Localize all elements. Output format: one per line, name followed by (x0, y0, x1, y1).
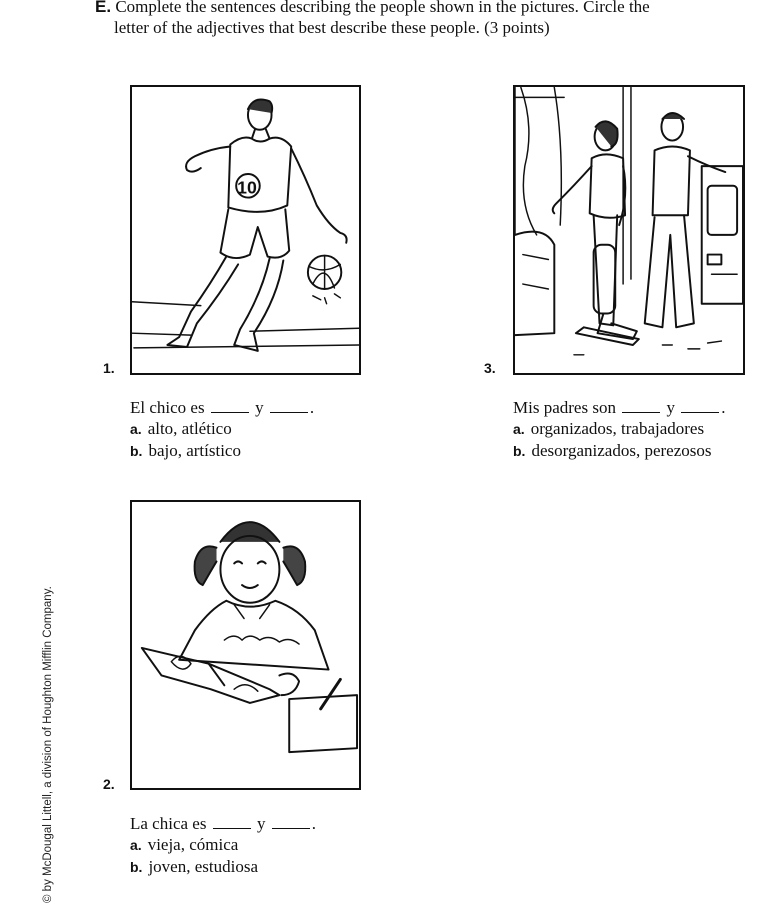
item-3-conjunction: y (666, 398, 675, 417)
jersey-number: 10 (237, 177, 257, 198)
answer-blank[interactable] (681, 398, 719, 413)
option-text: bajo, artístico (148, 441, 241, 460)
option-text: organizados, trabajadores (530, 419, 705, 438)
item-2-option-a[interactable] (130, 834, 238, 856)
item-2-sentence (130, 813, 316, 834)
item-1-option-b[interactable] (130, 440, 241, 462)
option-letter: a. (130, 421, 142, 437)
item-3-sentence (513, 397, 725, 418)
item-3-option-b[interactable] (513, 440, 711, 462)
basketball-player-illustration (130, 85, 361, 375)
instructions-line-1: Complete the sentences describing the people shown in the pictures. Circle the (115, 0, 650, 16)
answer-blank[interactable] (213, 814, 251, 829)
option-letter: b. (130, 859, 143, 875)
answer-blank[interactable] (622, 398, 660, 413)
item-3-sentence-start: Mis padres son (513, 398, 616, 417)
option-text: alto, atlético (147, 419, 232, 438)
item-1-option-a[interactable] (130, 418, 232, 440)
item-2-conjunction: y (256, 814, 266, 833)
item-1-period: . (309, 398, 315, 417)
parents-cleaning-illustration (513, 85, 745, 375)
girl-reading-illustration (130, 500, 361, 790)
instructions-line-2: letter of the adjectives that best describe these people. (3 points) (114, 18, 550, 37)
answer-blank[interactable] (272, 814, 310, 829)
option-text: desorganizados, perezosos (531, 441, 712, 460)
item-number-2: 2. (103, 776, 115, 792)
item-number-3: 3. (484, 360, 496, 376)
answer-blank[interactable] (211, 398, 249, 413)
option-letter: b. (513, 443, 526, 459)
item-3-period: . (721, 398, 726, 417)
item-number-1: 1. (103, 360, 115, 376)
option-letter: a. (513, 421, 525, 437)
option-text: vieja, cómica (147, 835, 239, 854)
option-text: joven, estudiosa (148, 857, 258, 876)
section-label: E. (95, 0, 112, 16)
item-3-option-a[interactable] (513, 418, 704, 440)
option-letter: a. (130, 837, 142, 853)
item-1-sentence-start: El chico es (130, 398, 205, 417)
item-2-sentence-start: La chica es (130, 814, 207, 833)
instructions (95, 0, 755, 38)
item-1-sentence (130, 397, 314, 418)
answer-blank[interactable] (270, 398, 308, 413)
option-letter: b. (130, 443, 143, 459)
item-1-conjunction: y (255, 398, 264, 417)
copyright-notice: © by McDougal Littell, a division of Houghton Mifflin Company. (42, 586, 54, 903)
item-2-period: . (311, 814, 316, 833)
item-2-option-b[interactable] (130, 856, 258, 878)
